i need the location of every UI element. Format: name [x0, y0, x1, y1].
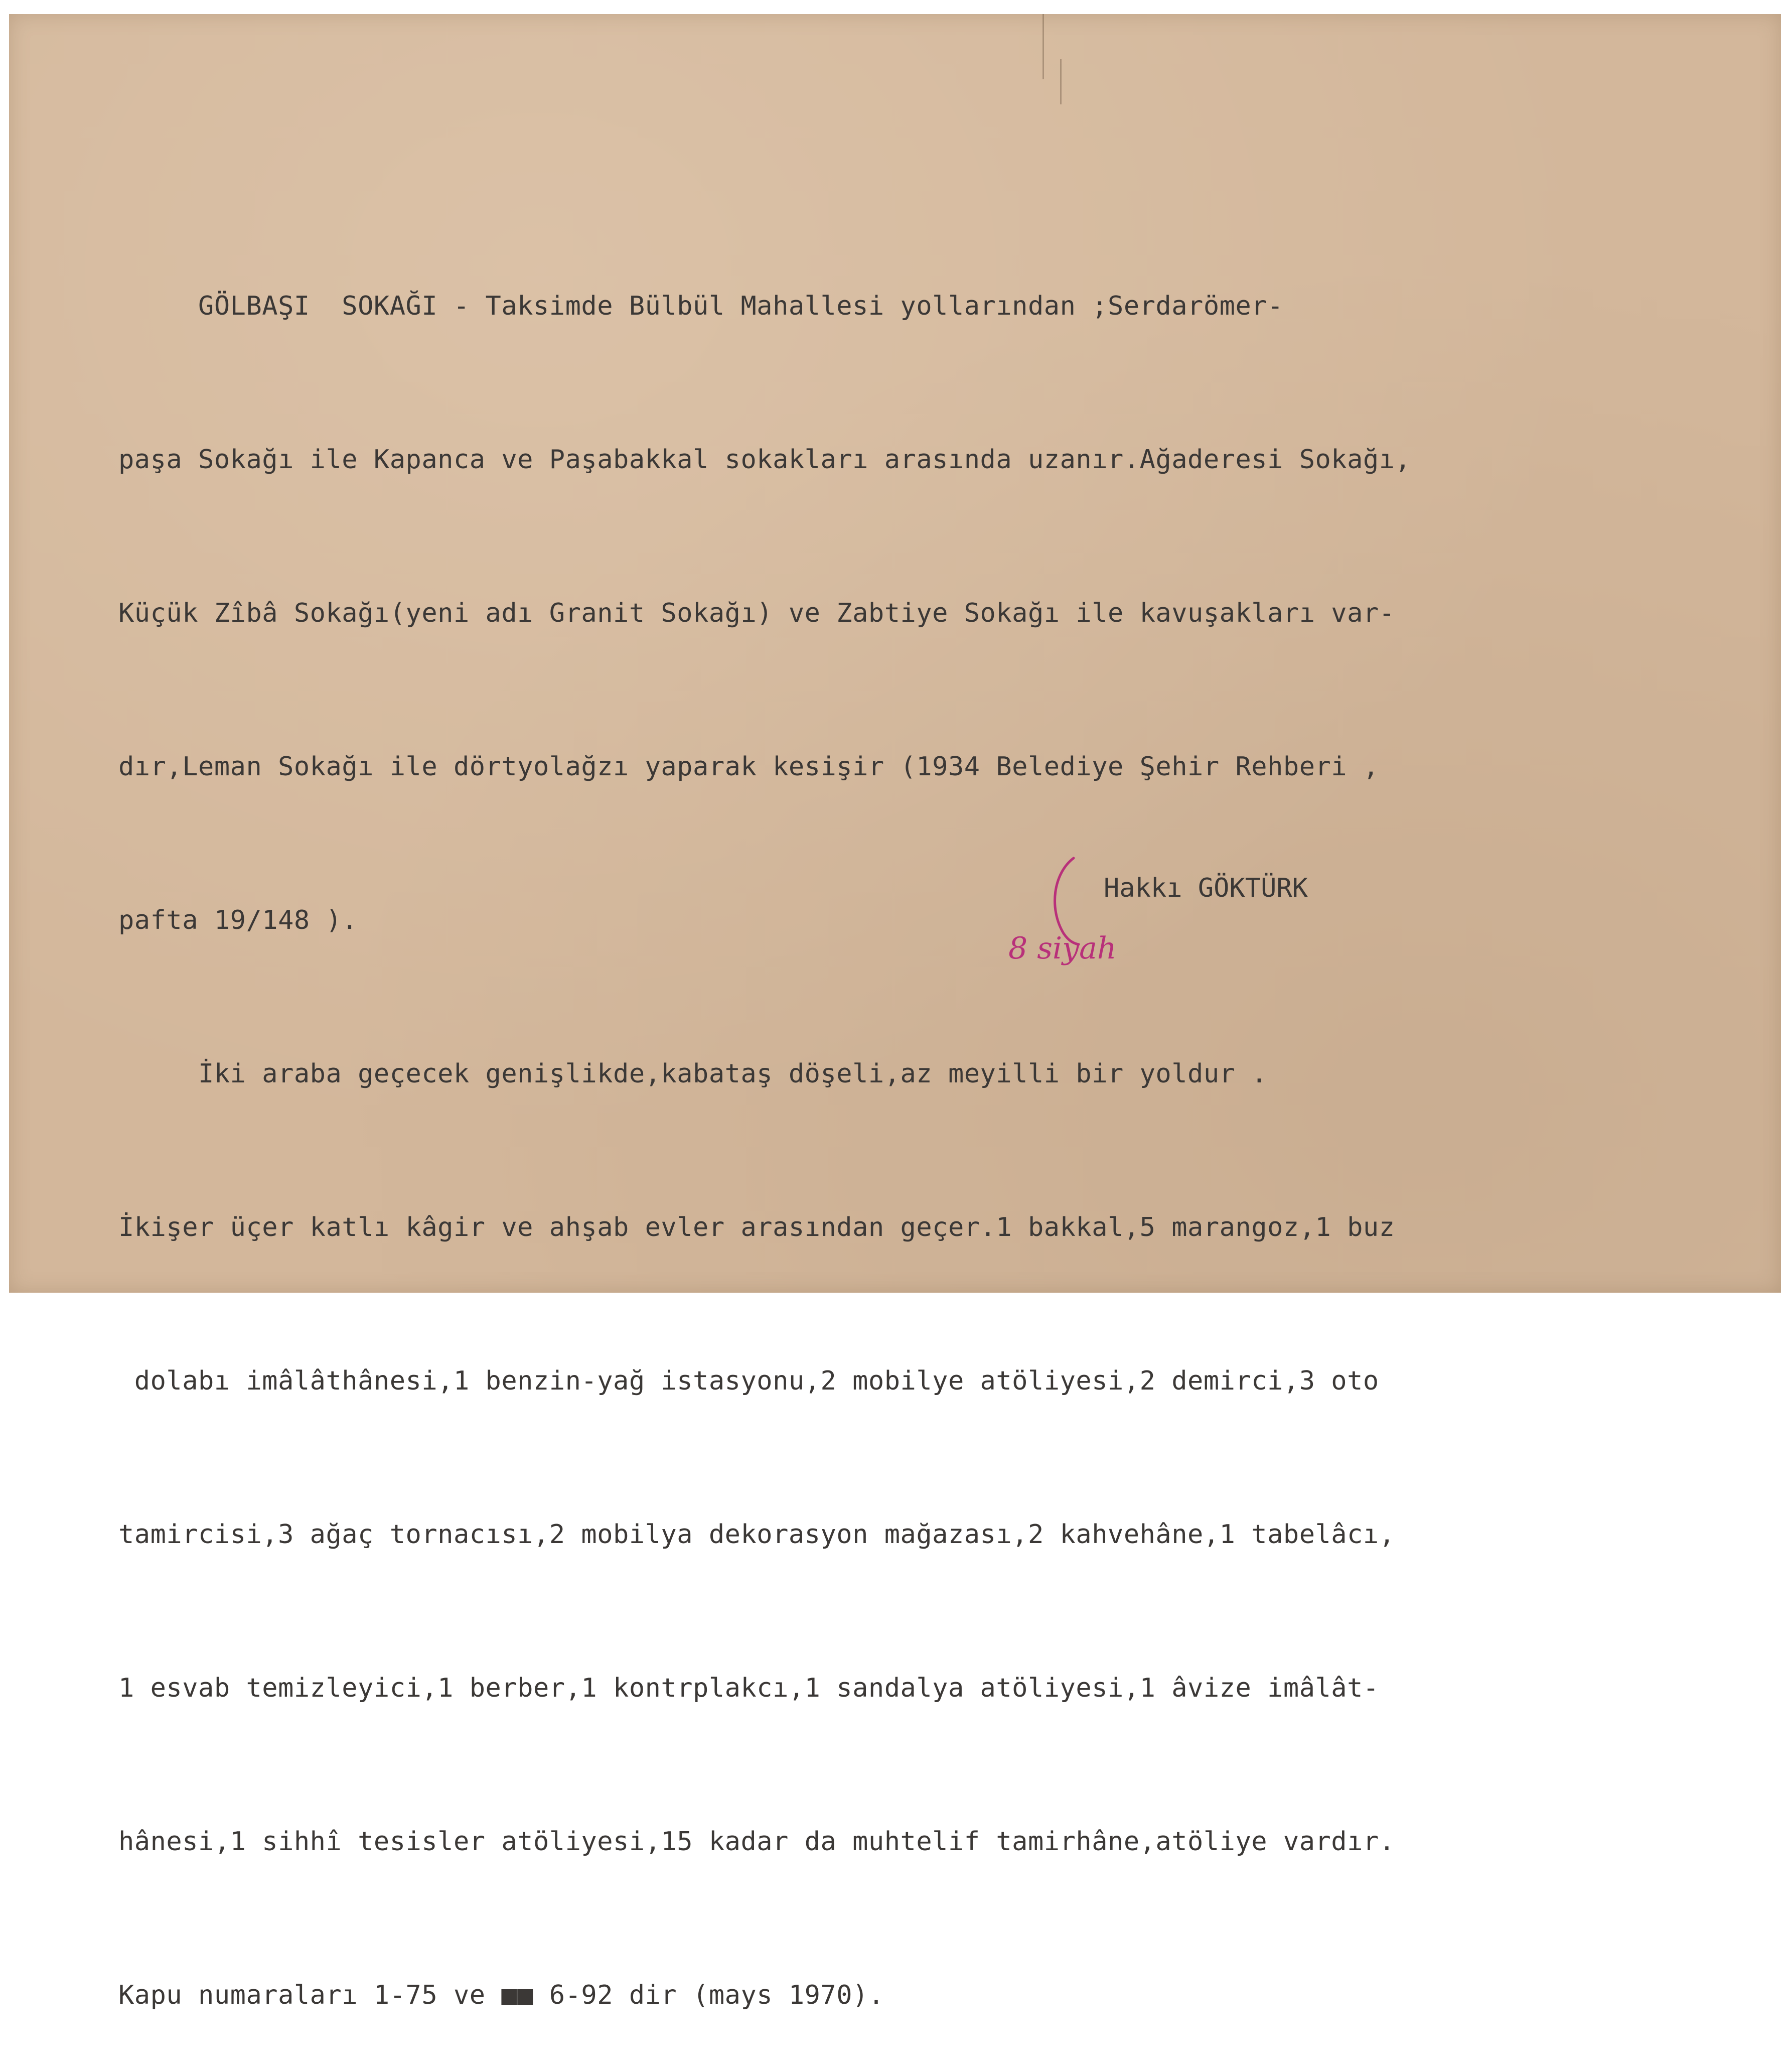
text-line: İki araba geçecek genişlikde,kabataş döşeli,az meyilli bir yoldur .: [118, 1059, 1268, 1089]
fold-crease: [1042, 14, 1044, 79]
signature: Hakkı GÖKTÜRK: [1104, 873, 1308, 903]
text-line: dolabı imâlâthânesi,1 benzin-yağ istasyonu,2 mobilye atöliyesi,2 demirci,3 oto: [118, 1366, 1379, 1396]
text-line: Küçük Zîbâ Sokağı(yeni adı Granit Sokağı) ve Zabtiye Sokağı ile kavuşakları var-: [118, 598, 1395, 628]
text-line: Kapu numaraları 1-75 ve ■■ 6-92 dir (mays 1970).: [118, 1980, 884, 2010]
text-line: 1 esvab temizleyici,1 berber,1 kontrplakcı,1 sandalya atöliyesi,1 âvize imâlât-: [118, 1673, 1379, 1703]
text-line: tamircisi,3 ağaç tornacısı,2 mobilya dekorasyon mağazası,2 kahvehâne,1 tabelâcı,: [118, 1520, 1395, 1550]
text-line: pafta 19/148 ).: [118, 905, 358, 935]
fold-crease: [1060, 59, 1062, 104]
handwritten-note: 8 siyah: [1008, 931, 1117, 966]
text-line: dır,Leman Sokağı ile dörtyolağzı yaparak kesişir (1934 Belediye Şehir Rehberi ,: [118, 752, 1379, 782]
text-line: İkişer üçer katlı kâgir ve ahşab evler arasından geçer.1 bakkal,5 marangoz,1 buz: [118, 1212, 1395, 1242]
text-line: paşa Sokağı ile Kapanca ve Paşabakkal sokakları arasında uzanır.Ağaderesi Sokağı,: [118, 445, 1411, 475]
typed-text: [118, 178, 1774, 2072]
text-line: hânesi,1 sihhî tesisler atöliyesi,15 kadar da muhtelif tamirhâne,atöliye vardır.: [118, 1827, 1395, 1857]
text-line: GÖLBAŞI SOKAĞI - Taksimde Bülbül Mahallesi yollarından ;Serdarömer-: [118, 291, 1283, 321]
